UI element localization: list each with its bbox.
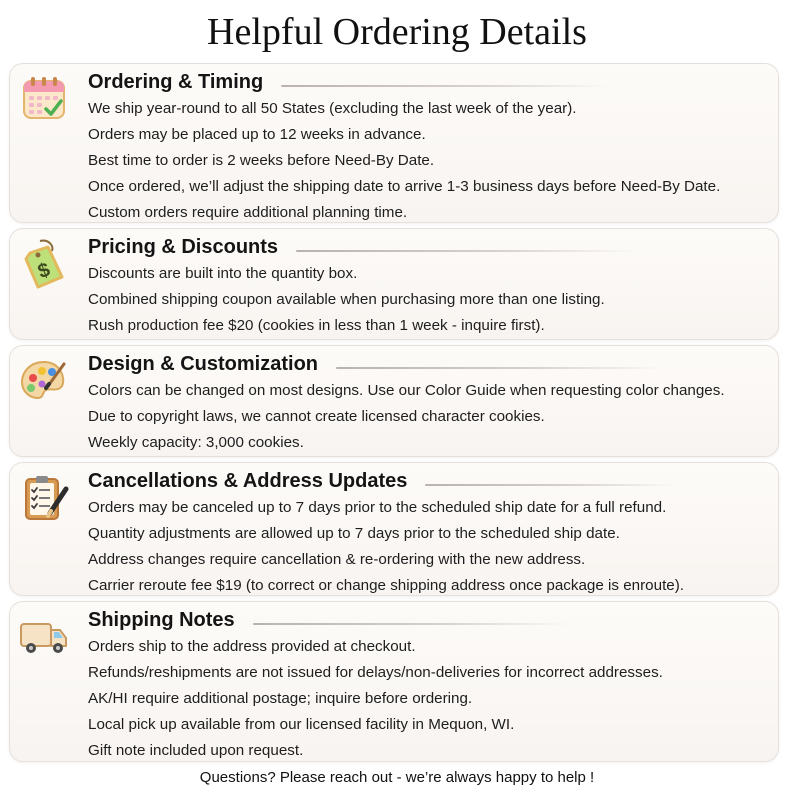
list-item: Quantity adjustments are allowed up to 7 days prior to the scheduled ship date. <box>88 525 620 542</box>
list-item: Discounts are built into the quantity box. <box>88 265 358 282</box>
list-item: AK/HI require additional postage; inquire before ordering. <box>88 690 473 707</box>
list-item: Address changes require cancellation & re-ordering with the new address. <box>88 551 586 568</box>
list-item: Orders may be placed up to 12 weeks in advance. <box>88 126 426 143</box>
section-lines <box>88 495 774 599</box>
list-item: Due to copyright laws, we cannot create licensed character cookies. <box>88 408 545 425</box>
list-item: Local pick up available from our licensed facility in Mequon, WI. <box>88 716 515 733</box>
delivery-truck-icon <box>18 610 70 662</box>
list-item: Custom orders require additional planning time. <box>88 204 408 221</box>
list-item: Combined shipping coupon available when purchasing more than one listing. <box>88 291 605 308</box>
section-lines <box>88 378 774 456</box>
list-item: We ship year-round to all 50 States (excluding the last week of the year). <box>88 100 577 117</box>
section-lines <box>88 634 774 764</box>
paint-palette-icon <box>18 354 70 406</box>
list-item: Orders may be canceled up to 7 days prior to the scheduled ship date for a full refund. <box>88 499 667 516</box>
section-header <box>88 606 768 634</box>
list-item: Colors can be changed on most designs. Use our Color Guide when requesting color changes. <box>88 382 725 399</box>
section-divider <box>281 85 611 87</box>
list-item: Gift note included upon request. <box>88 742 304 759</box>
section-divider <box>336 367 666 369</box>
section-title: Ordering & Timing <box>88 70 264 93</box>
section-header <box>88 350 768 378</box>
section-design-customization <box>9 345 779 457</box>
calendar-icon <box>18 72 70 124</box>
section-title: Cancellations & Address Updates <box>88 469 408 492</box>
svg-text:$: $ <box>35 258 53 284</box>
page-title: Helpful Ordering Details <box>207 11 587 53</box>
section-lines <box>88 261 774 339</box>
list-item: Refunds/reshipments are not issued for delays/non-deliveries for incorrect addresses. <box>88 664 663 681</box>
section-divider <box>253 623 573 625</box>
section-ordering-timing <box>9 63 779 223</box>
section-divider <box>425 484 675 486</box>
footer-note: Questions? Please reach out - we’re always happy to help ! <box>199 769 595 786</box>
section-cancellations-address-updates <box>9 462 779 596</box>
section-divider <box>296 250 636 252</box>
section-header <box>88 467 768 495</box>
section-title: Pricing & Discounts <box>88 235 279 258</box>
list-item: Rush production fee $20 (cookies in less than 1 week - inquire first). <box>88 317 545 334</box>
section-shipping-notes <box>9 601 779 762</box>
section-header <box>88 233 768 261</box>
list-item: Weekly capacity: 3,000 cookies. <box>88 434 304 451</box>
section-title: Shipping Notes <box>88 608 235 631</box>
price-tag-icon <box>18 237 70 289</box>
list-item: Once ordered, we’ll adjust the shipping date to arrive 1-3 business days before Need-By Date. <box>88 178 721 195</box>
section-header <box>88 68 768 96</box>
section-title: Design & Customization <box>88 352 319 375</box>
clipboard-checklist-icon <box>18 471 70 523</box>
list-item: Orders ship to the address provided at checkout. <box>88 638 416 655</box>
list-item: Best time to order is 2 weeks before Need-By Date. <box>88 152 435 169</box>
list-item: Carrier reroute fee $19 (to correct or change shipping address once package is enroute). <box>88 577 685 594</box>
section-lines <box>88 96 774 226</box>
section-pricing-discounts <box>9 228 779 340</box>
